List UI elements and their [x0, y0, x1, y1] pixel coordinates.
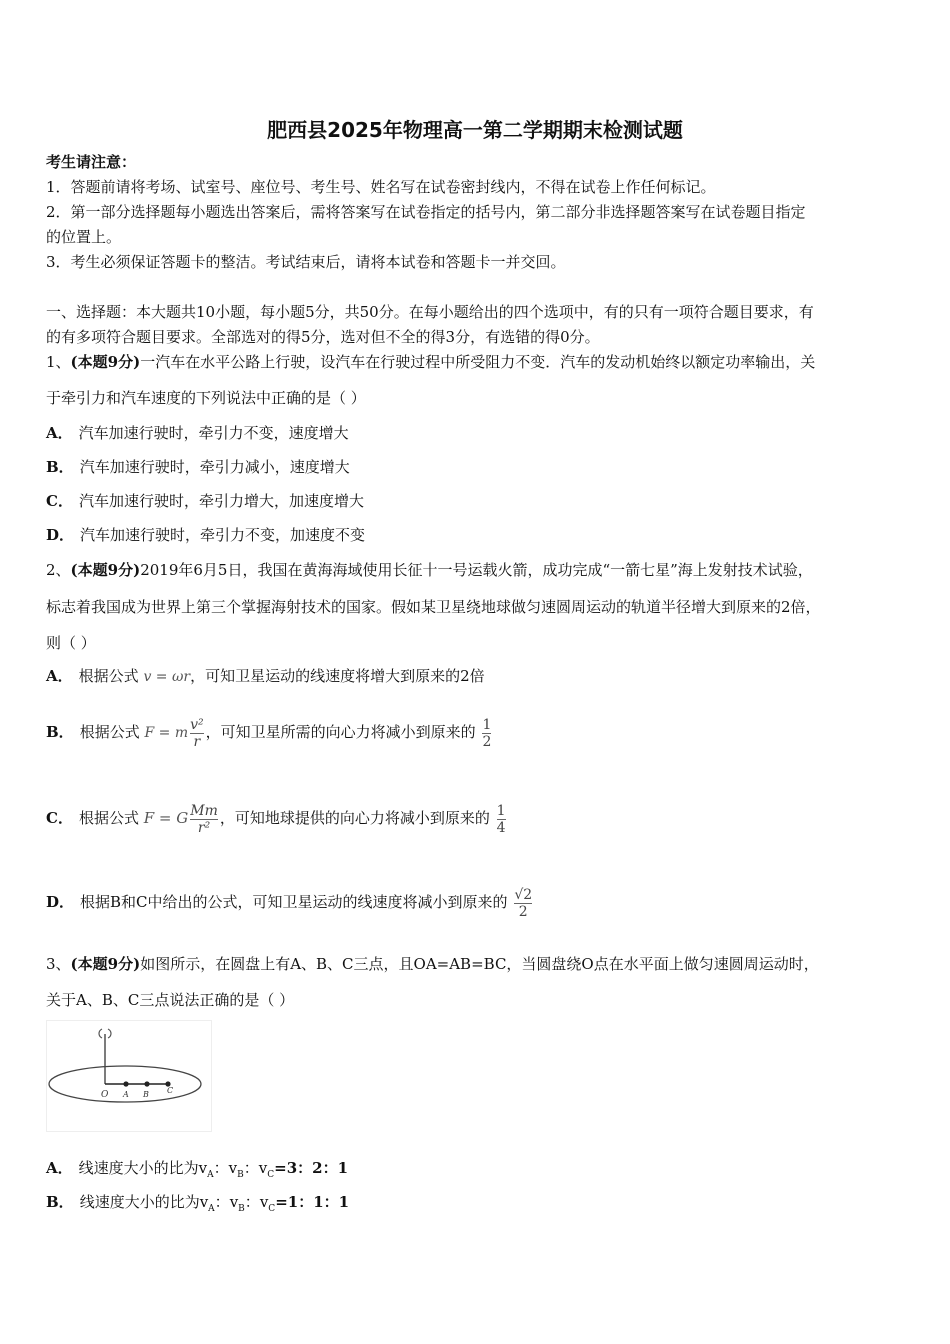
fraction-denominator: 4 — [496, 819, 506, 836]
q3-option-b[interactable] — [46, 1192, 349, 1219]
label-c: C — [167, 1086, 174, 1095]
notice-heading: 考生请注意： — [46, 153, 137, 171]
q1-option-c-text: 汽车加速行驶时，牵引力增大，加速度增大 — [78, 492, 364, 510]
q1-option-d-text: 汽车加速行驶时，牵引力不变，加速度不变 — [80, 526, 366, 544]
notice-item-2b: 的位置上。 — [46, 228, 122, 246]
velocity-symbol: v — [229, 1193, 239, 1211]
subscript-a: A — [207, 1170, 214, 1180]
q1-tag: (本题9分) — [70, 353, 141, 371]
label-b: B — [143, 1090, 149, 1099]
q2-tag: (本题9分) — [70, 561, 141, 579]
q3-option-a-text: 线速度大小的比为v — [78, 1159, 208, 1177]
q1-line-1 — [46, 352, 815, 372]
q3-option-b-ratio: =1：1：1 — [275, 1193, 350, 1211]
formula-v-omega-r: v = ωr — [143, 669, 191, 685]
fraction-sqrt2-over-2 — [514, 887, 532, 920]
q1-line-2: 于牵引力和汽车速度的下列说法中正确的是（ ） — [46, 389, 366, 407]
q2-option-a-post: ，可知卫星运动的线速度将增大到原来的2倍 — [190, 667, 485, 685]
subscript-a: A — [208, 1204, 215, 1214]
q1-option-d[interactable] — [46, 525, 365, 545]
section-intro-2: 的有多项符合题目要求。全部选对的得5分，选对但不全的得3分，有选错的得0分。 — [46, 328, 600, 346]
subscript-b: B — [238, 1204, 245, 1214]
q1-option-b[interactable] — [46, 457, 350, 477]
q2-option-c-post: ，可知地球提供的向心力将减小到原来的 — [219, 809, 490, 827]
option-letter: D． — [46, 893, 75, 911]
q1-option-c[interactable] — [46, 491, 364, 511]
fraction-one-half — [482, 717, 491, 750]
fraction-denominator: 2 — [514, 903, 532, 920]
option-letter: A． — [46, 1159, 73, 1177]
option-letter: D． — [46, 526, 75, 544]
option-letter: B． — [46, 723, 74, 741]
q2-option-c-pre: 根据公式 — [78, 809, 139, 827]
fraction-one-quarter — [497, 803, 506, 836]
label-o: O — [101, 1090, 109, 1100]
q2-option-d[interactable] — [46, 880, 534, 928]
q2-option-b-post: ，可知卫星所需的向心力将减小到原来的 — [205, 723, 476, 741]
q1-option-a-text: 汽车加速行驶时，牵引力不变，速度增大 — [78, 424, 349, 442]
fraction-denominator: r — [190, 733, 204, 750]
q1-option-b-text: 汽车加速行驶时，牵引力减小，速度增大 — [79, 458, 350, 476]
velocity-symbol: v — [258, 1159, 268, 1177]
q3-option-a[interactable] — [46, 1158, 348, 1185]
formula-f-m: F = m — [144, 725, 189, 741]
option-letter: A． — [46, 667, 73, 685]
q2-option-b-pre: 根据公式 — [79, 723, 140, 741]
q1-text-1: 一汽车在水平公路上行驶，设汽车在行驶过程中所受阻力不变．汽车的发动机始终以额定功率输出，关 — [140, 353, 816, 371]
ratio-colon: ： — [213, 1159, 229, 1177]
point-b-dot — [144, 1081, 149, 1086]
q2-text-1: 2019年6月5日，我国在黄海海域使用长征十一号运载火箭，成功完成“一箭七星”海上发射技术试验， — [140, 561, 813, 579]
q1-number: 1、 — [46, 353, 71, 371]
formula-v2-over-r — [190, 717, 204, 750]
option-letter: B． — [46, 458, 74, 476]
fraction-denominator: r² — [190, 819, 218, 836]
q3-line-1 — [46, 954, 819, 974]
q3-option-a-ratio: =3：2：1 — [274, 1159, 349, 1177]
fraction-denominator: 2 — [482, 733, 492, 750]
q2-line-2: 标志着我国成为世界上第三个掌握海射技术的国家。假如某卫星绕地球做匀速圆周运动的轨道半径增大到原来的2倍， — [46, 598, 821, 616]
q1-option-a[interactable] — [46, 423, 349, 443]
subscript-c: C — [268, 1204, 276, 1214]
velocity-symbol: v — [259, 1193, 269, 1211]
q2-option-b[interactable] — [46, 714, 493, 754]
ratio-colon: ： — [244, 1193, 260, 1211]
fraction-numerator: √2 — [514, 886, 533, 903]
label-a: A — [123, 1090, 129, 1099]
q2-option-c[interactable] — [46, 796, 508, 844]
option-letter: B． — [46, 1193, 74, 1211]
q2-line-1 — [46, 560, 813, 580]
section-intro-1: 一、选择题：本大题共10小题，每小题5分，共50分。在每小题给出的四个选项中，有的只有一项符合题目要求，有 — [46, 303, 814, 321]
option-letter: C． — [46, 809, 73, 827]
fraction-numerator: v² — [190, 716, 204, 733]
q2-option-d-pre: 根据B和C中给出的公式，可知卫星运动的线速度将减小到原来的 — [80, 893, 508, 911]
page-title: 肥西县2025年物理高一第二学期期末检测试题 — [267, 118, 683, 142]
formula-mm-over-r2 — [190, 803, 218, 836]
figure-frame — [47, 1021, 212, 1132]
fraction-numerator: Mm — [190, 802, 218, 819]
notice-item-2a: 2．第一部分选择题每小题选出答案后，需将答案写在试卷指定的括号内，第二部分非选择题答案写在试卷题目指定 — [46, 203, 806, 221]
q3-tag: (本题9分) — [70, 955, 141, 973]
formula-f-g: F = G — [143, 809, 189, 827]
ratio-colon: ： — [214, 1193, 230, 1211]
q2-option-a-pre: 根据公式 — [78, 667, 139, 685]
fraction-numerator: 1 — [496, 802, 506, 819]
rotating-disc-figure — [46, 1020, 212, 1132]
q2-number: 2、 — [46, 561, 71, 579]
subscript-c: C — [267, 1170, 275, 1180]
notice-item-1: 1．答题前请将考场、试室号、座位号、考生号、姓名写在试卷密封线内，不得在试卷上作任何标记。 — [46, 178, 716, 196]
q3-text-1: 如图所示，在圆盘上有A、B、C三点，且OA=AB=BC，当圆盘绕O点在水平面上做匀速圆周运动时， — [140, 955, 819, 973]
q3-option-b-text: 线速度大小的比为v — [79, 1193, 209, 1211]
velocity-symbol: v — [228, 1159, 238, 1177]
notice-item-3: 3．考生必须保证答题卡的整洁。考试结束后，请将本试卷和答题卡一并交回。 — [46, 253, 566, 271]
q3-number: 3、 — [46, 955, 71, 973]
point-a-dot — [123, 1081, 128, 1086]
q2-option-a[interactable] — [46, 666, 485, 687]
q3-line-2: 关于A、B、C三点说法正确的是（ ） — [46, 991, 295, 1009]
q2-line-3: 则（ ） — [46, 634, 96, 652]
option-letter: C． — [46, 492, 73, 510]
option-letter: A． — [46, 424, 73, 442]
subscript-b: B — [237, 1170, 244, 1180]
ratio-colon: ： — [243, 1159, 259, 1177]
fraction-numerator: 1 — [482, 716, 492, 733]
